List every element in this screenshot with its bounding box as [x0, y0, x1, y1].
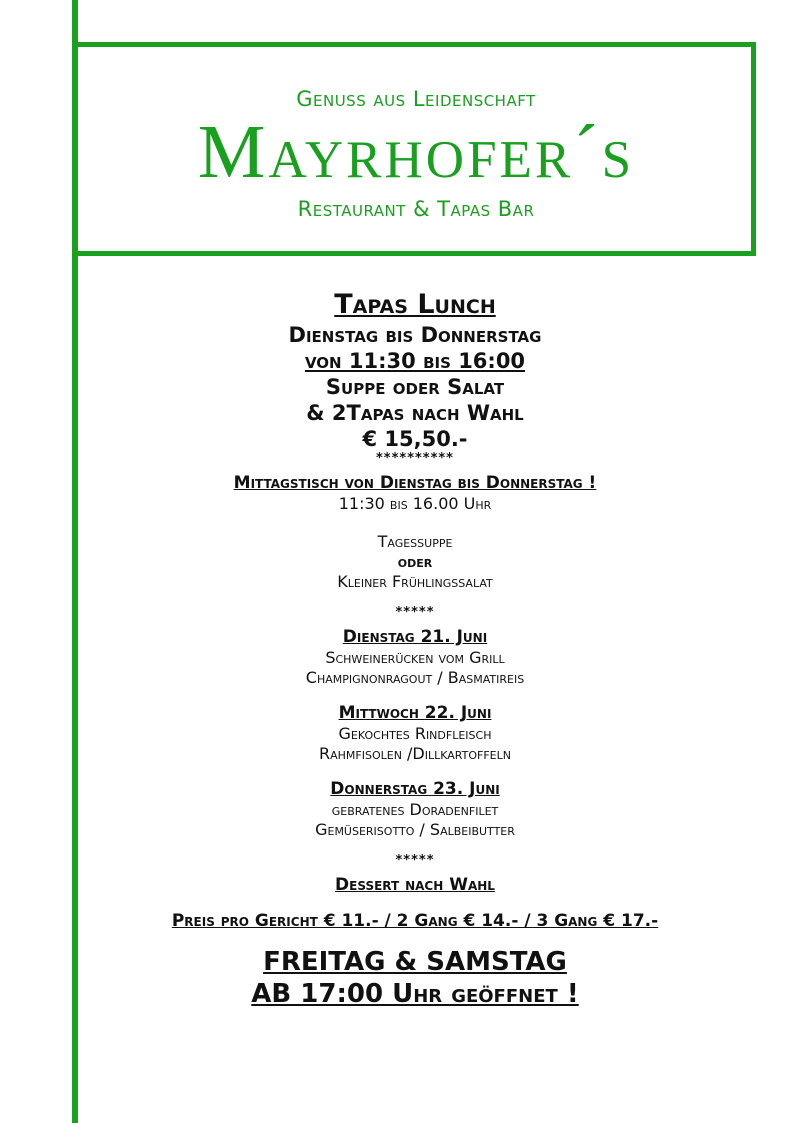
dessert-line: Dessert nach Wahl	[335, 875, 495, 895]
day-title-thursday: Donnerstag 23. Juni	[330, 779, 500, 799]
tagline: Genuss aus Leidenschaft	[296, 87, 536, 111]
separator-stars: *****	[395, 605, 435, 620]
day-dish-line: Schweinerücken vom Grill	[325, 648, 505, 667]
day-dish-line: Gemüserisotto / Salbeibutter	[315, 820, 515, 839]
day-dish-line: gebratenes Doradenfilet	[331, 800, 499, 819]
tapas-time: von 11:30 bis 16:00	[304, 349, 526, 373]
mittagstisch-hours: 11:30 bis 16.00 Uhr	[338, 494, 492, 513]
tapas-line-1: Suppe oder Salat	[325, 375, 505, 399]
menu-content	[40, 288, 790, 1010]
restaurant-name: Mayrhofer´s	[197, 110, 635, 194]
mittagstisch-heading: Mittagstisch von Dienstag bis Donnerstag !	[233, 473, 597, 493]
restaurant-subtitle: Restaurant & Tapas Bar	[297, 197, 535, 221]
separator-stars: *****	[395, 853, 435, 868]
starter-or: oder	[397, 552, 433, 571]
day-dish-line: Rahmfisolen /Dillkartoffeln	[319, 744, 511, 763]
tapas-days: Dienstag bis Donnerstag	[288, 323, 542, 347]
day-dish-line: Champignonragout / Basmatireis	[305, 668, 525, 687]
starter-soup: Tagessuppe	[377, 532, 453, 551]
weekend-line-2: AB 17:00 Uhr geöffnet !	[251, 979, 579, 1009]
day-dish-line: Gekochtes Rindfleisch	[338, 724, 492, 743]
day-title-wednesday: Mittwoch 22. Juni	[338, 703, 492, 723]
price-line: Preis pro Gericht € 11.- / 2 Gang € 14.- / 3 Gang € 17.-	[171, 911, 659, 931]
tapas-line-2: & 2Tapas nach Wahl	[306, 401, 524, 425]
tapas-lunch-title: Tapas Lunch	[334, 289, 496, 320]
header-frame	[76, 42, 756, 256]
starter-salad: Kleiner Frühlingssalat	[337, 572, 493, 591]
day-title-tuesday: Dienstag 21. Juni	[342, 627, 488, 647]
separator-stars: **********	[376, 451, 454, 466]
tapas-price: € 15,50.-	[362, 427, 468, 451]
weekend-line-1: FREITAG & SAMSTAG	[263, 947, 567, 977]
